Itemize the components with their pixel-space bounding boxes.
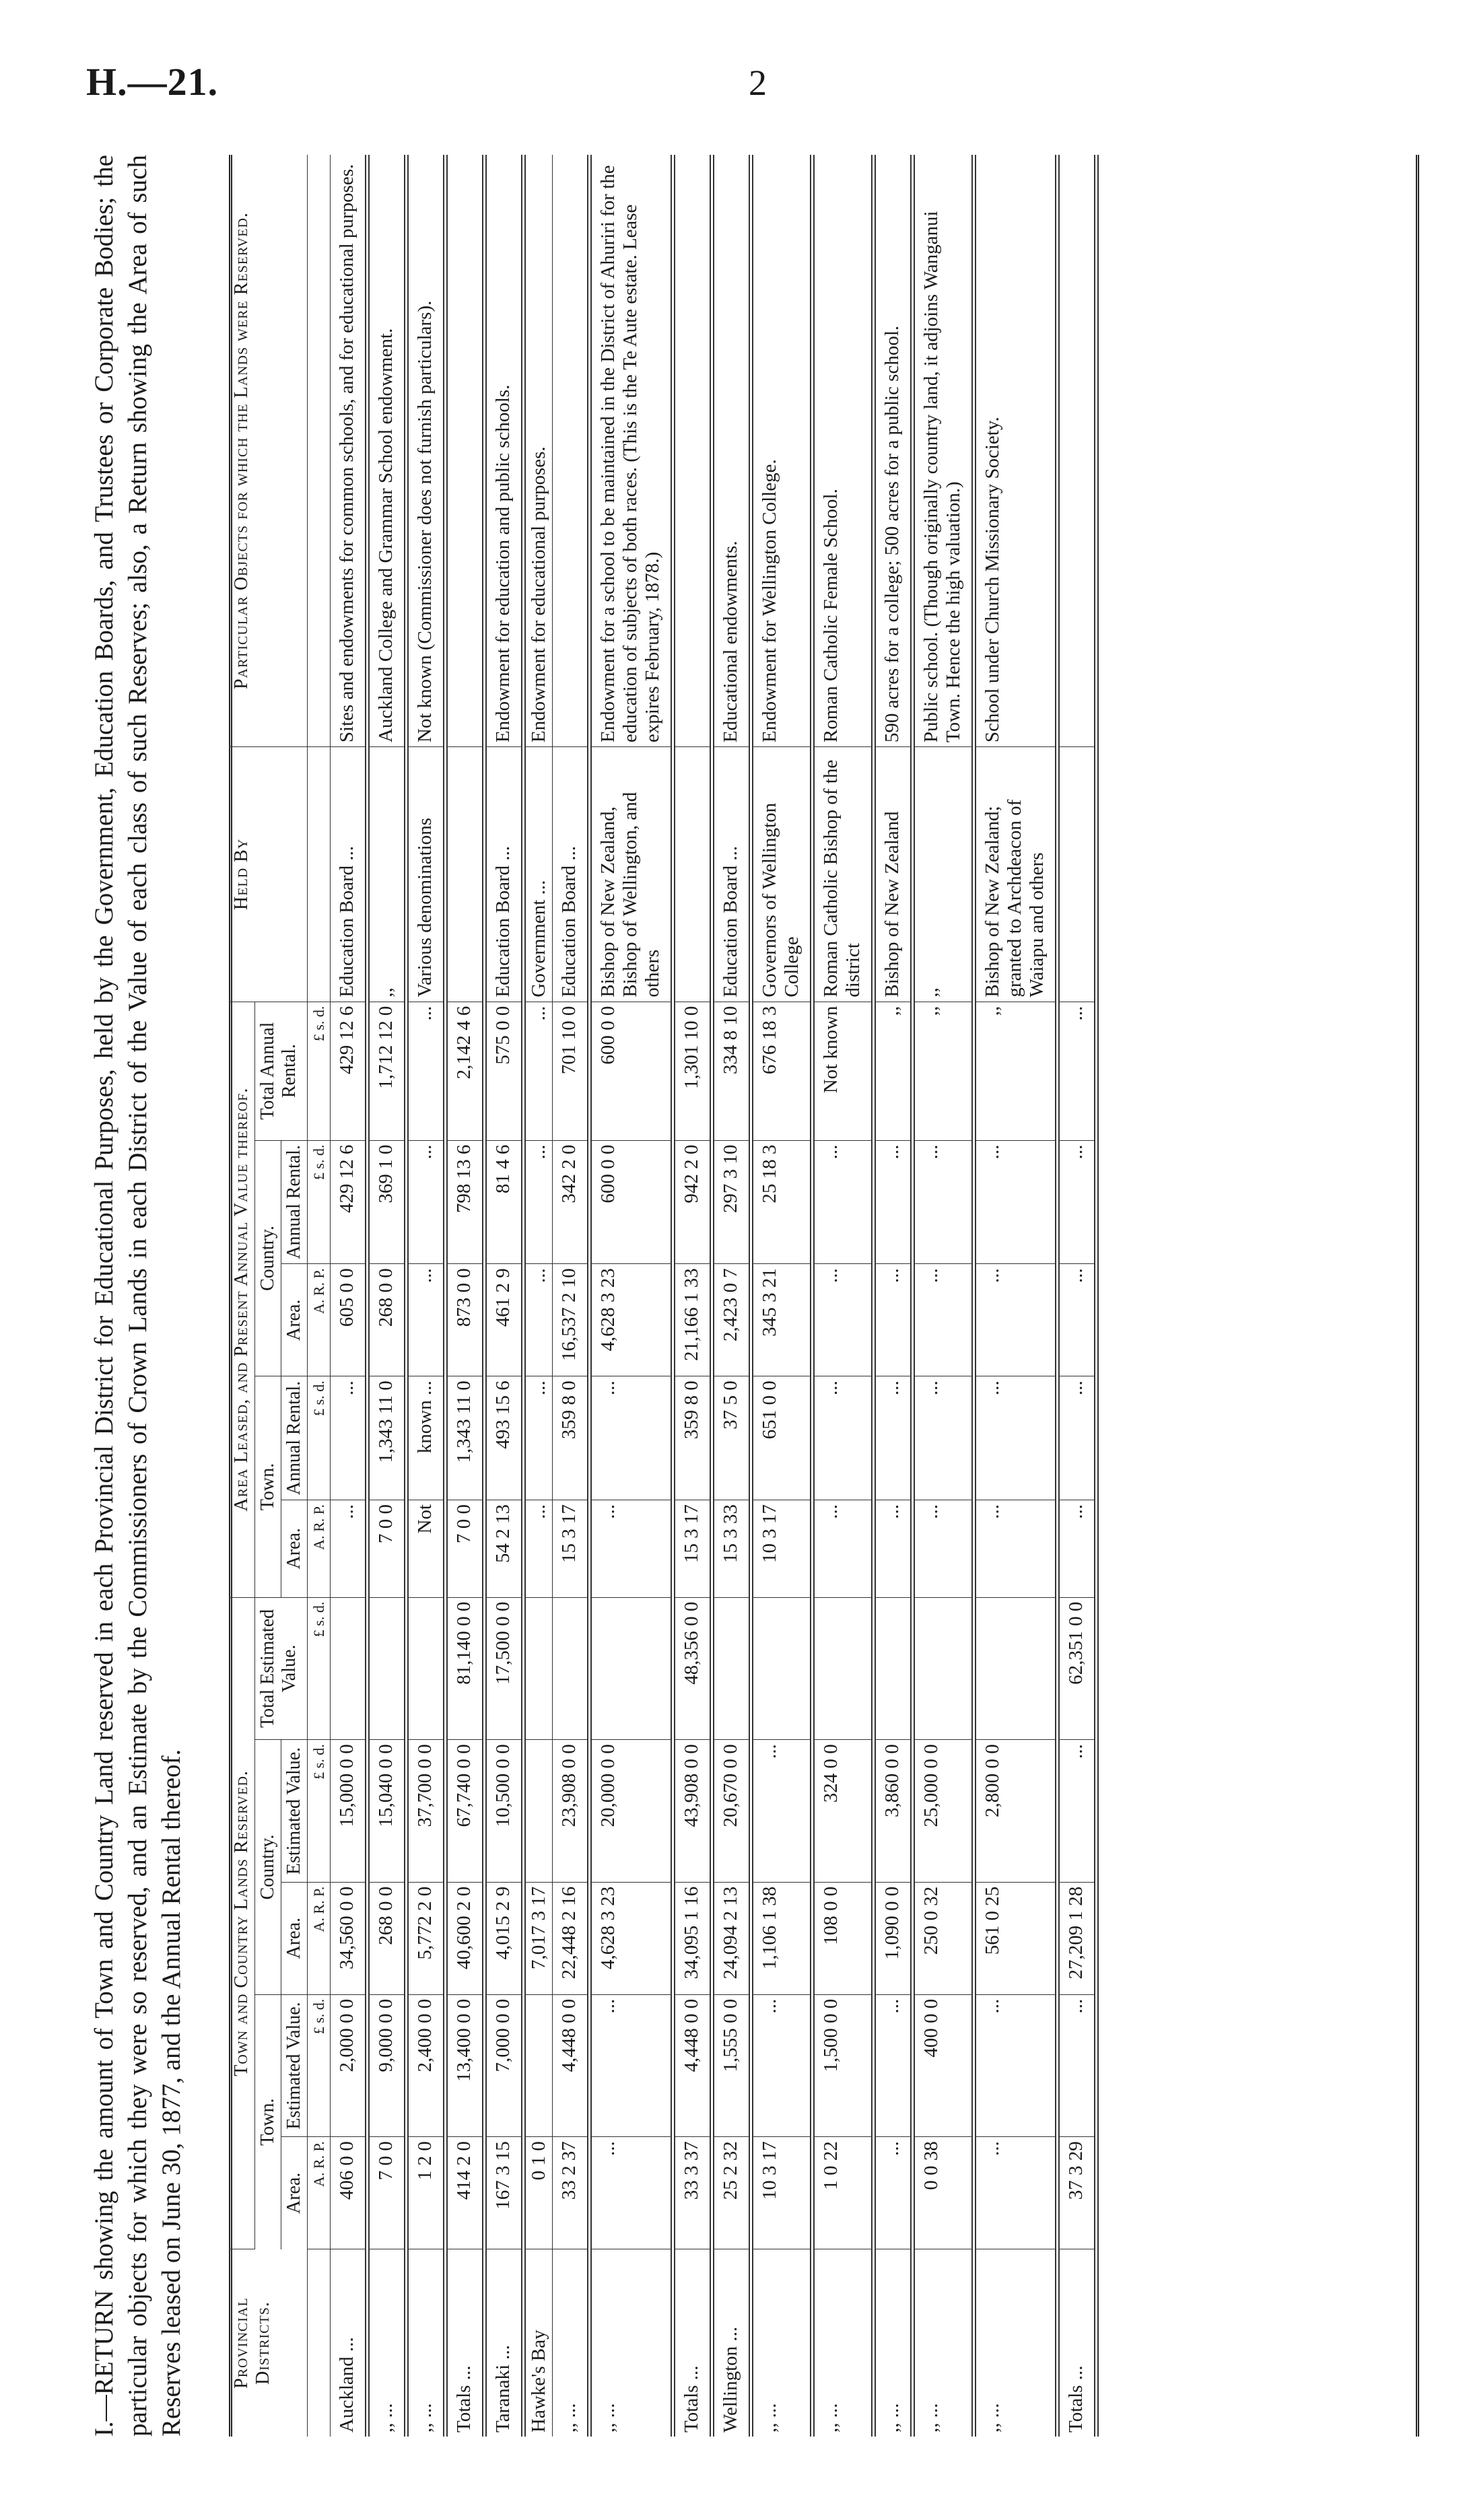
cell-held: Bishop of New Zealand bbox=[874, 747, 913, 1002]
totals-row bbox=[331, 155, 368, 2437]
cell-ltr: ... bbox=[974, 1376, 1058, 1500]
cell-rent: 1,712 12 0 bbox=[368, 1002, 407, 1140]
cell-obj: Public school. (Though originally country land, it adjoins Wanganui Town. Hence the high valuation.) bbox=[913, 155, 974, 747]
cell-lcr: ... bbox=[974, 1140, 1058, 1264]
cell-held bbox=[1058, 747, 1097, 1002]
cell-lta: 15 3 33 bbox=[712, 1500, 751, 1597]
cell-lta: 7 0 0 bbox=[446, 1500, 485, 1597]
col-town: Town. bbox=[255, 1994, 281, 2249]
cell-lca: 268 0 0 bbox=[368, 1264, 407, 1376]
col-total-est: Total Estimated Value. bbox=[255, 1597, 308, 1740]
unit-arp: A. R. P. bbox=[308, 1500, 331, 1597]
totals-row bbox=[1058, 155, 1097, 2437]
cell-lta: ... bbox=[524, 1500, 553, 1597]
cell-tv: ... bbox=[874, 1994, 913, 2137]
cell-rent: Not known bbox=[813, 1002, 874, 1140]
cell-ca: 22,448 2 16 bbox=[553, 1882, 590, 1994]
cell-lta: ... bbox=[813, 1500, 874, 1597]
cell-ta: 167 3 15 bbox=[485, 2137, 524, 2249]
cell-total: 62,351 0 0 bbox=[1058, 1597, 1097, 1740]
cell-lcr: ... bbox=[813, 1140, 874, 1264]
totals-row bbox=[813, 155, 874, 2437]
cell-lta: 15 3 17 bbox=[553, 1500, 590, 1597]
cell-held: Roman Catholic Bishop of the district bbox=[813, 747, 874, 1002]
cell-total bbox=[368, 1597, 407, 1740]
cell-obj: School under Church Missionary Society. bbox=[974, 155, 1058, 747]
cell-ca: 561 0 25 bbox=[974, 1882, 1058, 1994]
cell-lca: 4,628 3 23 bbox=[590, 1264, 673, 1376]
cell-cv bbox=[524, 1740, 553, 1883]
cell-ltr: ... bbox=[590, 1376, 673, 1500]
cell-district: Totals ... bbox=[673, 2249, 712, 2437]
unit-lsd: £ s. d. bbox=[308, 1740, 331, 1883]
cell-obj bbox=[446, 155, 485, 747]
cell-total bbox=[590, 1597, 673, 1740]
cell-cv: 23,908 0 0 bbox=[553, 1740, 590, 1883]
cell-tv: 9,000 0 0 bbox=[368, 1994, 407, 2137]
cell-rent: 1,301 10 0 bbox=[673, 1002, 712, 1140]
cell-ca: 268 0 0 bbox=[368, 1882, 407, 1994]
cell-obj bbox=[1058, 155, 1097, 747]
cell-lcr: 25 18 3 bbox=[751, 1140, 813, 1264]
cell-tv: ... bbox=[974, 1994, 1058, 2137]
cell-lta: ... bbox=[331, 1500, 368, 1597]
cell-tv: 7,000 0 0 bbox=[485, 1994, 524, 2137]
totals-row bbox=[913, 155, 974, 2437]
cell-cv: 15,000 0 0 bbox=[331, 1740, 368, 1883]
cell-ta: ... bbox=[874, 2137, 913, 2249]
cell-tv: 4,448 0 0 bbox=[673, 1994, 712, 2137]
cell-ca: 5,772 2 0 bbox=[407, 1882, 446, 1994]
cell-rent: 575 0 0 bbox=[485, 1002, 524, 1140]
col-leased: Area Leased, and Present Annual Value thereof. bbox=[229, 1002, 255, 1597]
col-total-rental: Total Annual Rental. bbox=[255, 1002, 308, 1140]
cell-obj: 590 acres for a college; 500 acres for a public school. bbox=[874, 155, 913, 747]
cell-district: Totals ... bbox=[1058, 2249, 1097, 2437]
totals-row bbox=[673, 155, 712, 2437]
col-leased-town-rental: Annual Rental. bbox=[281, 1376, 308, 1500]
cell-cv: ... bbox=[751, 1740, 813, 1883]
cell-held: Education Board ... bbox=[331, 747, 368, 1002]
cell-held: Education Board ... bbox=[553, 747, 590, 1002]
totals-row bbox=[751, 155, 813, 2437]
cell-total bbox=[974, 1597, 1058, 1740]
cell-rent: 701 10 0 bbox=[553, 1002, 590, 1140]
cell-total bbox=[407, 1597, 446, 1740]
col-leased-country-rental: Annual Rental. bbox=[281, 1140, 308, 1264]
totals-row bbox=[368, 155, 407, 2437]
cell-ta: ... bbox=[974, 2137, 1058, 2249]
cell-ta: 33 3 37 bbox=[673, 2137, 712, 2249]
cell-ltr: 37 5 0 bbox=[712, 1376, 751, 1500]
cell-ltr: 359 8 0 bbox=[553, 1376, 590, 1500]
cell-total bbox=[331, 1597, 368, 1740]
cell-tv: 400 0 0 bbox=[913, 1994, 974, 2137]
cell-rent: 334 8 10 bbox=[712, 1002, 751, 1140]
cell-district: ,, ... bbox=[407, 2249, 446, 2437]
cell-cv: 15,040 0 0 bbox=[368, 1740, 407, 1883]
cell-ta: 25 2 32 bbox=[712, 2137, 751, 2249]
cell-total: 17,500 0 0 bbox=[485, 1597, 524, 1740]
cell-lcr: 942 2 0 bbox=[673, 1140, 712, 1264]
cell-district: Taranaki ... bbox=[485, 2249, 524, 2437]
col-country: Country. bbox=[255, 1740, 281, 1995]
cell-ca: 4,015 2 9 bbox=[485, 1882, 524, 1994]
cell-ca: 24,094 2 13 bbox=[712, 1882, 751, 1994]
cell-rent: 676 18 3 bbox=[751, 1002, 813, 1140]
cell-lcr: 798 13 6 bbox=[446, 1140, 485, 1264]
cell-total: 81,140 0 0 bbox=[446, 1597, 485, 1740]
cell-lta: ... bbox=[874, 1500, 913, 1597]
cell-ta: 33 2 37 bbox=[553, 2137, 590, 2249]
cell-ltr: ... bbox=[913, 1376, 974, 1500]
cell-rent: ,, bbox=[874, 1002, 913, 1140]
cell-lcr: ... bbox=[913, 1140, 974, 1264]
cell-cv: ... bbox=[1058, 1740, 1097, 1883]
cell-lca: ... bbox=[524, 1264, 553, 1376]
cell-total: 48,356 0 0 bbox=[673, 1597, 712, 1740]
cell-obj: Endowment for education and public schools. bbox=[485, 155, 524, 747]
cell-ltr: 1,343 11 0 bbox=[368, 1376, 407, 1500]
rotated-return-sheet bbox=[88, 148, 1421, 2437]
cell-ca: 4,628 3 23 bbox=[590, 1882, 673, 1994]
cell-district: Hawke's Bay bbox=[528, 2330, 549, 2432]
cell-held: Education Board ... bbox=[712, 747, 751, 1002]
cell-lca: 605 0 0 bbox=[331, 1264, 368, 1376]
cell-cv: 25,000 0 0 bbox=[913, 1740, 974, 1883]
cell-total bbox=[913, 1597, 974, 1740]
col-reserved: Town and Country Lands Reserved. bbox=[229, 1597, 255, 2249]
col-objects: Particular Objects for which the Lands were Reserved. bbox=[229, 155, 308, 747]
cell-lca: 16,537 2 10 bbox=[553, 1264, 590, 1376]
cell-held: Government ... bbox=[524, 747, 553, 1002]
cell-rent: ,, bbox=[913, 1002, 974, 1140]
totals-row bbox=[974, 155, 1058, 2437]
cell-held bbox=[673, 747, 712, 1002]
cell-district: ,, ... bbox=[813, 2249, 874, 2437]
cell-district: ,, ... bbox=[974, 2249, 1058, 2437]
cell-obj: Endowment for educational purposes. bbox=[524, 155, 553, 747]
cell-lta: ... bbox=[1058, 1500, 1097, 1597]
col-leased-town: Town. bbox=[255, 1376, 281, 1597]
cell-tv: ... bbox=[751, 1994, 813, 2137]
cell-ta: 7 0 0 bbox=[368, 2137, 407, 2249]
cell-lcr: 369 1 0 bbox=[368, 1140, 407, 1264]
cell-district: ,, ... bbox=[368, 2249, 407, 2437]
cell-tv: 2,400 0 0 bbox=[407, 1994, 446, 2137]
cell-ltr: ... bbox=[524, 1376, 553, 1500]
cell-cv: 2,800 0 0 bbox=[974, 1740, 1058, 1883]
cell-ta: 1 2 0 bbox=[407, 2137, 446, 2249]
table-row bbox=[524, 155, 553, 2437]
cell-ltr: ... bbox=[813, 1376, 874, 1500]
cell-lta: 10 3 17 bbox=[751, 1500, 813, 1597]
cell-tv: 2,000 0 0 bbox=[331, 1994, 368, 2137]
cell-ta: 0 0 38 bbox=[913, 2137, 974, 2249]
cell-lta: Not bbox=[407, 1500, 446, 1597]
cell-lca: ... bbox=[874, 1264, 913, 1376]
unit-arp: A. R. P. bbox=[308, 1264, 331, 1376]
cell-ca: 7,017 3 17 bbox=[524, 1882, 553, 1994]
cell-district: Totals ... bbox=[446, 2249, 485, 2437]
cell-ta: 414 2 0 bbox=[446, 2137, 485, 2249]
cell-lta: ... bbox=[913, 1500, 974, 1597]
units-row bbox=[308, 155, 331, 2437]
cell-held: Education Board ... bbox=[485, 747, 524, 1002]
cell-tv: ... bbox=[590, 1994, 673, 2137]
cell-district: Auckland ... bbox=[331, 2249, 368, 2437]
page-number: 2 bbox=[749, 63, 767, 103]
cell-total bbox=[553, 1597, 590, 1740]
col-leased-country: Country. bbox=[255, 1140, 281, 1376]
col-held: Held By bbox=[229, 747, 308, 1002]
cell-ca: 34,560 0 0 bbox=[331, 1882, 368, 1994]
cell-ta: 406 0 0 bbox=[331, 2137, 368, 2249]
table-body bbox=[308, 155, 1097, 2437]
cell-district: ,, ... bbox=[590, 2249, 673, 2437]
cell-ca: 34,095 1 16 bbox=[673, 1882, 712, 1994]
cell-ltr: 1,343 11 0 bbox=[446, 1376, 485, 1500]
cell-lcr: 297 3 10 bbox=[712, 1140, 751, 1264]
cell-total bbox=[524, 1597, 553, 1740]
cell-district: Wellington ... bbox=[712, 2249, 751, 2437]
cell-rent: 429 12 6 bbox=[331, 1002, 368, 1140]
document-reference: H.—21. bbox=[86, 60, 219, 104]
cell-district: ,, ... bbox=[751, 2249, 813, 2437]
cell-lca: 345 3 21 bbox=[751, 1264, 813, 1376]
cell-ca: 1,106 1 38 bbox=[751, 1882, 813, 1994]
unit-arp: A. R. P. bbox=[308, 1882, 331, 1994]
col-town-est: Estimated Value. bbox=[281, 1994, 308, 2137]
cell-total bbox=[751, 1597, 813, 1740]
cell-obj bbox=[553, 155, 590, 747]
cell-ltr: 651 0 0 bbox=[751, 1376, 813, 1500]
cell-lta: ... bbox=[974, 1500, 1058, 1597]
cell-tv bbox=[524, 1994, 553, 2137]
cell-ca: 108 0 0 bbox=[813, 1882, 874, 1994]
cell-lca: ... bbox=[1058, 1264, 1097, 1376]
cell-ca: 27,209 1 28 bbox=[1058, 1882, 1097, 1994]
col-country-area: Area. bbox=[281, 1882, 308, 1994]
totals-row bbox=[446, 155, 485, 2437]
return-title: I.—RETURN showing the amount of Town and Country Land reserved in each Provincial District for Educational Purposes, held by the Government, Education Boards, and Trustees or Corporate Bodies; the particular objects for which they were so reserved, and an Estimate by the Commissioners of Crown Lands in each District of the Value of each class of such Reserves; also, a Return showing the Area of such Reserves leased on June 30, 1877, and the Annual Rental thereof. bbox=[90, 155, 186, 2437]
cell-total bbox=[874, 1597, 913, 1740]
cell-tv: 13,400 0 0 bbox=[446, 1994, 485, 2137]
col-leased-country-area: Area. bbox=[281, 1264, 308, 1376]
cell-lca: ... bbox=[974, 1264, 1058, 1376]
cell-cv: 43,908 0 0 bbox=[673, 1740, 712, 1883]
cell-tv: 4,448 0 0 bbox=[553, 1994, 590, 2137]
cell-held: ,, bbox=[913, 747, 974, 1002]
cell-lca: ... bbox=[813, 1264, 874, 1376]
cell-district: ,, ... bbox=[913, 2249, 974, 2437]
unit-arp: A. R. P. bbox=[308, 2137, 331, 2249]
cell-total bbox=[813, 1597, 874, 1740]
cell-lcr: 600 0 0 bbox=[590, 1140, 673, 1264]
cell-tv: 1,500 0 0 bbox=[813, 1994, 874, 2137]
col-town-area: Area. bbox=[281, 2137, 308, 2249]
totals-row bbox=[485, 155, 524, 2437]
cell-lca: ... bbox=[913, 1264, 974, 1376]
totals-row bbox=[712, 155, 751, 2437]
cell-lta: 54 2 13 bbox=[485, 1500, 524, 1597]
cell-lca: 21,166 1 33 bbox=[673, 1264, 712, 1376]
unit-lsd: £ s. d. bbox=[308, 1597, 331, 1740]
cell-ltr: known ... bbox=[407, 1376, 446, 1500]
cell-lca: 873 0 0 bbox=[446, 1264, 485, 1376]
cell-obj: Endowment for Wellington College. bbox=[751, 155, 813, 747]
cell-cv: 324 0 0 bbox=[813, 1740, 874, 1883]
cell-ca: 250 0 32 bbox=[913, 1882, 974, 1994]
cell-rent: ... bbox=[1058, 1002, 1097, 1140]
cell-obj: Not known (Commissioner does not furnish particulars). bbox=[407, 155, 446, 747]
totals-row bbox=[874, 155, 913, 2437]
totals-row bbox=[553, 155, 590, 2437]
return-table bbox=[229, 155, 1099, 2437]
cell-held: Bishop of New Zealand, Bishop of Wellington, and others bbox=[590, 747, 673, 1002]
cell-ltr: 359 8 0 bbox=[673, 1376, 712, 1500]
cell-held bbox=[446, 747, 485, 1002]
cell-ta: ... bbox=[590, 2137, 673, 2249]
cell-cv: 67,740 0 0 bbox=[446, 1740, 485, 1883]
unit-lsd: £ s. d. bbox=[308, 1376, 331, 1500]
cell-rent: ,, bbox=[974, 1002, 1058, 1140]
unit-lsd: £ s. d. bbox=[308, 1002, 331, 1140]
cell-obj: Sites and endowments for common schools, and for educational purposes. bbox=[331, 155, 368, 747]
cell-cv: 37,700 0 0 bbox=[407, 1740, 446, 1883]
cell-lta: 15 3 17 bbox=[673, 1500, 712, 1597]
cell-tv: 1,555 0 0 bbox=[712, 1994, 751, 2137]
cell-obj: Auckland College and Grammar School endowment. bbox=[368, 155, 407, 747]
cell-ta: 1 0 22 bbox=[813, 2137, 874, 2249]
cell-cv: 20,000 0 0 bbox=[590, 1740, 673, 1883]
cell-rent: 600 0 0 bbox=[590, 1002, 673, 1140]
cell-ta: 37 3 29 bbox=[1058, 2137, 1097, 2249]
cell-lcr: 342 2 0 bbox=[553, 1140, 590, 1264]
cell-ltr: ... bbox=[331, 1376, 368, 1500]
cell-lta: ... bbox=[590, 1500, 673, 1597]
cell-obj: Educational endowments. bbox=[712, 155, 751, 747]
cell-lcr: 429 12 6 bbox=[331, 1140, 368, 1264]
cell-held: Governors of Wellington College bbox=[751, 747, 813, 1002]
cell-held: Various denominations bbox=[407, 747, 446, 1002]
cell-obj: Endowment for a school to be maintained in the District of Ahuriri for the education of subjects of both races. (This is the Te Aute estate. Lease expires February, 1878.) bbox=[590, 155, 673, 747]
totals-row bbox=[590, 155, 673, 2437]
cell-ta: 10 3 17 bbox=[751, 2137, 813, 2249]
col-country-est: Estimated Value. bbox=[281, 1740, 308, 1883]
cell-total bbox=[712, 1597, 751, 1740]
cell-held: ,, bbox=[368, 747, 407, 1002]
col-leased-town-area: Area. bbox=[281, 1500, 308, 1597]
cell-lta: 7 0 0 bbox=[368, 1500, 407, 1597]
cell-obj: Roman Catholic Female School. bbox=[813, 155, 874, 747]
cell-lca: 461 2 9 bbox=[485, 1264, 524, 1376]
totals-row bbox=[407, 155, 446, 2437]
cell-obj bbox=[673, 155, 712, 747]
cell-ltr: 493 15 6 bbox=[485, 1376, 524, 1500]
cell-lcr: ... bbox=[874, 1140, 913, 1264]
unit-lsd: £ s. d. bbox=[308, 1140, 331, 1264]
cell-tv: ... bbox=[1058, 1994, 1097, 2137]
cell-ta: 0 1 0 bbox=[524, 2137, 553, 2249]
cell-ltr: ... bbox=[1058, 1376, 1097, 1500]
cell-district: ,, ... bbox=[874, 2249, 913, 2437]
cell-ca: 1,090 0 0 bbox=[874, 1882, 913, 1994]
cell-lcr: ... bbox=[1058, 1140, 1097, 1264]
cell-lca: 2,423 0 7 bbox=[712, 1264, 751, 1376]
cell-cv: 20,670 0 0 bbox=[712, 1740, 751, 1883]
col-district: Provincial Districts. bbox=[229, 2249, 308, 2437]
cell-rent: ... bbox=[407, 1002, 446, 1140]
cell-cv: 3,860 0 0 bbox=[874, 1740, 913, 1883]
cell-rent: 2,142 4 6 bbox=[446, 1002, 485, 1140]
cell-ltr: ... bbox=[874, 1376, 913, 1500]
cell-lcr: ... bbox=[407, 1140, 446, 1264]
unit-lsd: £ s. d. bbox=[308, 1994, 331, 2137]
cell-lcr: ... bbox=[524, 1140, 553, 1264]
cell-lcr: 81 4 6 bbox=[485, 1140, 524, 1264]
cell-district: ,, ... bbox=[553, 2249, 590, 2437]
cell-ca: 40,600 2 0 bbox=[446, 1882, 485, 1994]
cell-held: Bishop of New Zealand; granted to Archdeacon of Waiapu and others bbox=[974, 747, 1058, 1002]
cell-lca: ... bbox=[407, 1264, 446, 1376]
cell-cv: 10,500 0 0 bbox=[485, 1740, 524, 1883]
cell-rent: ... bbox=[524, 1002, 553, 1140]
